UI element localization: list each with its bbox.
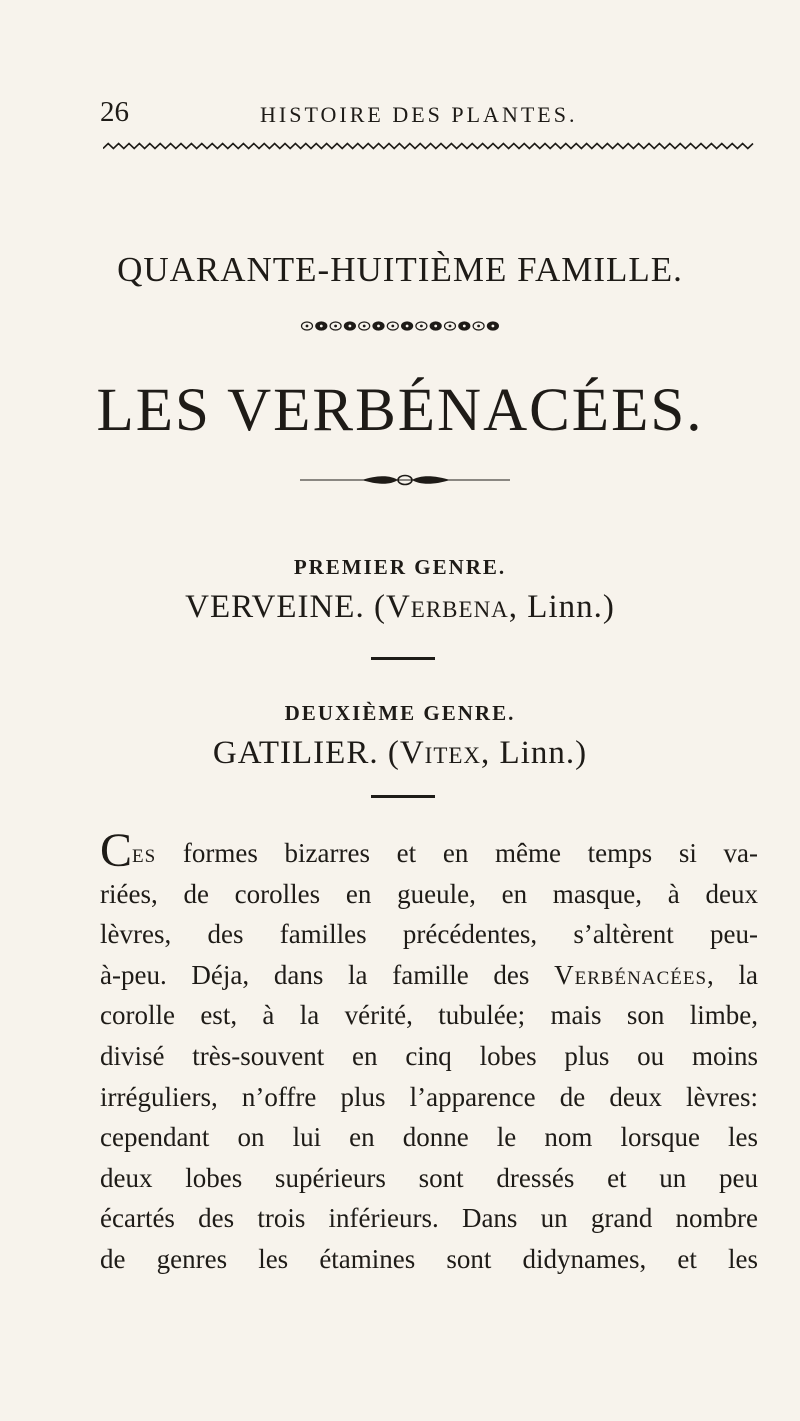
first-word-rest: es [132,838,157,868]
body-line: divisé très-souvent en cinq lobes plus ou moins [100,1040,758,1071]
divider-rule [371,657,435,660]
decorative-ornament-row [300,320,510,332]
body-line: de genres les étamines sont didynames, et les [100,1243,758,1274]
body-line-text: à-peu. Déja, dans la famille des [100,959,555,990]
body-line: lèvres, des familles précédentes, s’altèrent peu- [100,919,758,950]
body-line: cependant on lui en donne le nom lorsque les [100,1122,758,1153]
family-title: QUARANTE-HUITIÈME FAMILLE. [117,250,683,289]
genre-french-name: VERVEINE. [185,589,365,625]
body-line: deux lobes supérieurs sont dressés et un peu [100,1162,758,1193]
genre-latin-name: Vitex [399,735,482,771]
drop-capital: C [100,824,133,877]
body-line: irréguliers, n’offre plus l’apparence de deux lèvres: [100,1081,758,1112]
body-paragraph [100,824,758,1280]
body-line [100,824,758,877]
genre-authority: Linn. [527,589,603,625]
family-reference: Verbénacées [554,959,708,990]
genre-name-first: VERVEINE. (Verbena, Linn.) [185,589,615,625]
body-line: riées, de corolles en gueule, en masque, à deux [100,878,758,909]
main-title: LES VERBÉNACÉES. [96,377,704,444]
genre-latin-name: Verbena [385,589,509,625]
body-line: écartés des trois inférieurs. Dans un grand nombre [100,1203,758,1234]
divider-rule [371,795,435,798]
body-line-text: formes bizarres et en même temps si va- [156,838,758,868]
genre-french-name: GATILIER. [212,735,379,771]
running-head: HISTOIRE DES PLANTES. [260,102,578,127]
genre-label-second: DEUXIÈME GENRE. [284,701,516,725]
decorative-zigzag-rule [103,142,757,150]
genre-label-first: PREMIER GENRE. [293,555,507,579]
page-number: 26 [100,96,129,128]
page-header [100,96,760,136]
body-line-text: , la [707,959,758,990]
genre-name-second: GATILIER. (Vitex, Linn.) [212,735,588,771]
body-line [100,955,758,996]
genre-authority: Linn. [499,735,576,771]
decorative-swelled-rule [300,473,510,487]
body-line: corolle est, à la vérité, tubulée; mais son limbe, [100,1000,758,1031]
